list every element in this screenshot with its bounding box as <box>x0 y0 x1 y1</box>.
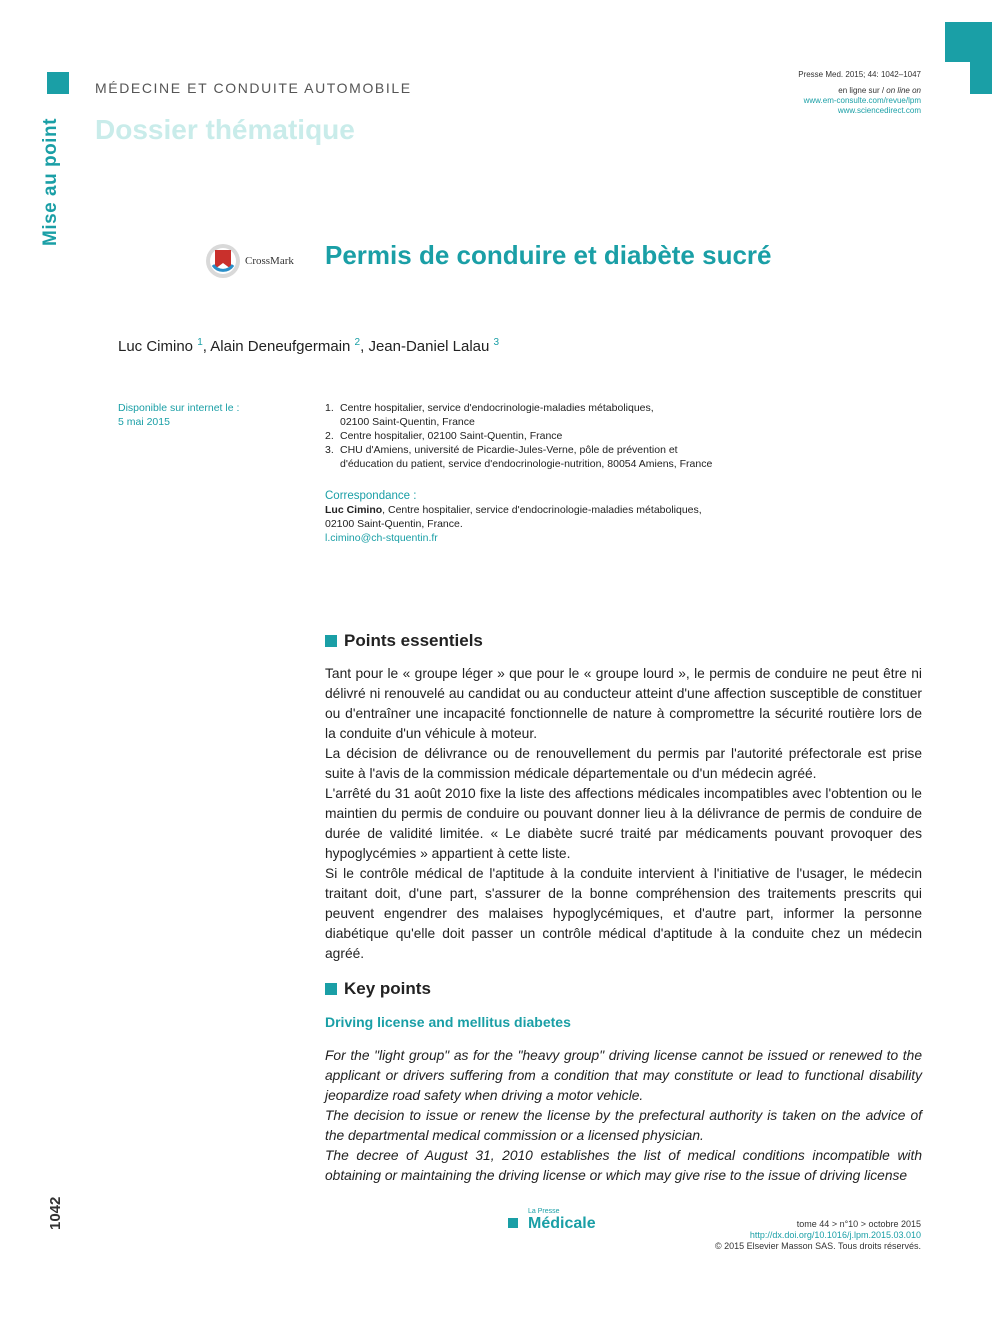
section-name: MÉDECINE ET CONDUITE AUTOMOBILE <box>95 80 412 96</box>
paragraph: For the "light group" as for the "heavy group" driving license cannot be issued or renewed to the applicant or drivers suffering from a condition that may constitute or lead to functional disability jeopardize road safety when driving a motor vehicle. <box>325 1048 922 1103</box>
author-affiliation-ref: 1 <box>197 337 203 348</box>
bullet-square-icon <box>508 1218 518 1228</box>
author-affiliation-ref: 2 <box>354 337 361 348</box>
author-name: Jean-Daniel Lalau <box>368 338 490 355</box>
online-line: en ligne sur / on line on <box>838 86 921 95</box>
availability-date: Disponible sur internet le : 5 mai 2015 <box>118 402 240 428</box>
section-heading-points-essentiels: Points essentiels <box>325 631 483 651</box>
paragraph: Tant pour le « groupe léger » que pour le « groupe lourd », le permis de conduire ne peut être ni délivré ni renouvelé au candidat ou au conducteur atteint d'une affection susceptible de constituer ou d'entraîner une incapacité fonctionnelle de nature à compromettre la sécurité routière lors de la conduite d'un véhicule à moteur. <box>325 666 922 741</box>
paragraph: The decision to issue or renew the license by the prefectural authority is taken on the advice of the departmental medical commission or a licensed physician. <box>325 1108 922 1143</box>
footer-info <box>715 1219 921 1252</box>
copyright: © 2015 Elsevier Masson SAS. Tous droits réservés. <box>714 1241 921 1251</box>
citation: Presse Med. 2015; 44: 1042–1047 <box>798 70 921 79</box>
crossmark-badge[interactable] <box>205 243 294 279</box>
corner-bracket-decoration <box>945 22 992 94</box>
key-points-body <box>325 1046 922 1186</box>
dossier-title: Dossier thématique <box>95 114 355 145</box>
paragraph: Si le contrôle médical de l'aptitude à la conduite intervient à l'initiative de l'usager, le médecin traitant doit, d'une part, s'assurer de la bonne compréhension des traitements prescrits qui peuvent engendrer des malaises hypoglycémiques, et d'autre part, informer la personne diabétique qu'elle doit passer un contrôle médical d'aptitude à la conduite chez un médecin agréé. <box>325 866 922 961</box>
journal-logo-small: La Presse <box>528 1208 560 1215</box>
key-points-subtitle: Driving license and mellitus diabetes <box>325 1014 571 1030</box>
correspondence-heading: Correspondance : <box>325 490 417 502</box>
journal-logo-big: Médicale <box>528 1215 596 1232</box>
section-heading-key-points: Key points <box>325 979 431 999</box>
affiliation-item: 3. CHU d'Amiens, université de Picardie-Jules-Verne, pôle de prévention et d'éducation du patient, service d'endocrinologie-nutrition, 80054 Amiens, France <box>325 444 713 470</box>
paragraph: La décision de délivrance ou de renouvellement du permis par l'autorité préfectorale est prise suite à l'avis de la commission médicale départementale ou d'un médecin agréé. <box>325 746 922 781</box>
corner-square-decoration <box>47 72 69 94</box>
author-affiliation-ref: 3 <box>493 337 500 348</box>
correspondence-block: Correspondance : Luc Cimino, Centre hospitalier, service d'endocrinologie-maladies métaboliques, 02100 Saint-Quentin, France. l.cimino@ch-stquentin.fr <box>325 490 702 544</box>
bullet-square-icon <box>325 983 337 995</box>
citation-block <box>798 70 921 116</box>
journal-logo <box>508 1208 596 1232</box>
paragraph: The decree of August 31, 2010 establishes the list of medical conditions incompatible with obtaining or maintaining the driving license or which may give rise to the issue of driving license <box>325 1148 922 1183</box>
bullet-square-icon <box>325 635 337 647</box>
author-list: Luc Cimino $^1$, Alain Deneufgermain $^2$, Jean-Daniel Lalau $^3$ <box>118 337 500 355</box>
page-number: 1042 <box>47 1196 64 1230</box>
crossmark-label: CrossMark <box>245 255 294 267</box>
journal-url-link[interactable]: www.em-consulte.com/revue/lpm <box>803 96 921 105</box>
email-link[interactable]: l.cimino@ch-stquentin.fr <box>325 532 438 544</box>
affiliation-item: 2. Centre hospitalier, 02100 Saint-Quentin, France <box>325 430 563 442</box>
affiliation-item: 1. Centre hospitalier, service d'endocrinologie-maladies métaboliques, 02100 Saint-Quentin, France <box>325 402 654 428</box>
author-name: Alain Deneufgermain <box>210 338 351 355</box>
affiliation-list <box>325 401 845 471</box>
sciencedirect-link[interactable]: www.sciencedirect.com <box>837 106 921 115</box>
article-title: Permis de conduire et diabète sucré <box>325 240 772 270</box>
points-essentiels-body <box>325 664 922 964</box>
crossmark-icon <box>205 243 241 279</box>
doi-link[interactable]: http://dx.doi.org/10.1016/j.lpm.2015.03.010 <box>749 1230 921 1240</box>
side-label: Mise au point <box>40 118 61 246</box>
author-name: Luc Cimino <box>118 338 194 355</box>
correspondent-name: Luc Cimino <box>325 504 383 516</box>
paragraph: L'arrêté du 31 août 2010 fixe la liste des affections médicales incompatibles avec l'obtention ou le maintien du permis de conduire ou pouvant donner lieu à la délivrance de permis de conduire de durée de validité limitée. « Le diabète sucré traité par médicaments pouvant provoquer des hypoglycémies » appartient à cette liste. <box>325 786 922 861</box>
issue-info: tome 44 > n°10 > octobre 2015 <box>796 1219 921 1229</box>
